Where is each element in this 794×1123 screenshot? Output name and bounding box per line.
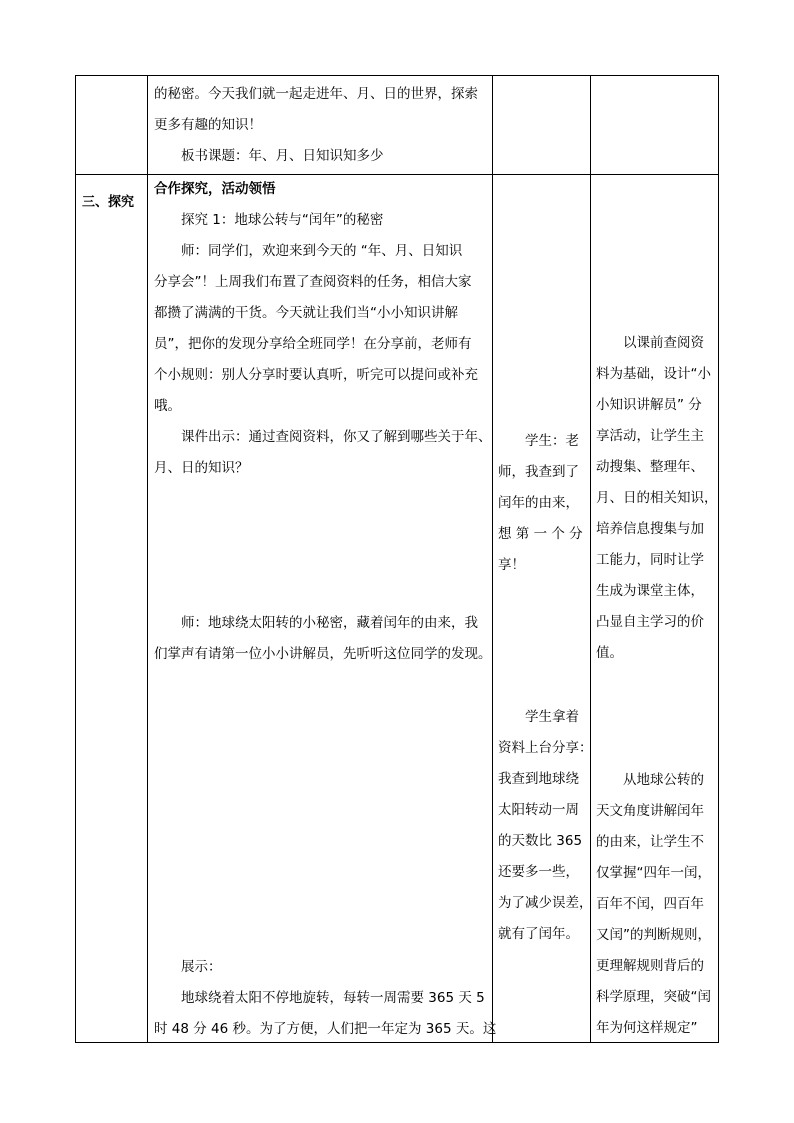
sub-heading: 探究 1：地球公转与“闰年”的秘密 [181,212,384,228]
column-divider-1 [147,76,148,1042]
text-line: 天文角度讲解闰年 [596,803,704,819]
lesson-plan-table [75,75,719,1043]
text-line: 的秘密。今天我们就一起走进年、月、日的世界，探索 [154,86,478,102]
text-line: 师：地球绕太阳转的小秘密，藏着闰年的由来，我 [181,615,478,631]
explore-content [154,174,492,484]
text-line: 分享会”！上周我们布置了查阅资料的任务，相信大家 [154,274,472,290]
display-label: 展示： [181,959,222,975]
text-line: 闰年的由来， [498,495,579,511]
student-activity-1 [498,426,583,581]
text-line: 工能力，同时让学 [596,552,704,568]
text-line: 培养信息搜集与加 [596,521,704,537]
text-line: 享活动，让学生主 [596,428,704,444]
text-line: 享！ [498,557,525,573]
text-line: 还要多一些， [498,864,579,880]
text-line: 们掌声有请第一位小小讲解员，先听听这位同学的发现。 [154,646,492,662]
text-line: 更多有趣的知识！ [154,117,262,133]
text-line: 都攒了满满的干货。今天就让我们当“小小知识讲解 [154,305,458,321]
text-line: 生成为课堂主体， [596,583,704,599]
text-line: 资料上台分享： [498,740,593,756]
text-line: 为了减少误差， [498,895,593,911]
design-intent-1 [596,328,718,669]
board-title: 板书课题：年、月、日知识知多少 [181,148,384,164]
text-line: 百年不闰，四百年 [596,896,704,912]
text-line: 的天数比 365 [498,833,583,849]
text-line: 仅掌握“四年一闰， [596,865,711,881]
text-line: 科学原理，突破“闰 [596,989,711,1005]
text-line: 值。 [596,645,623,661]
design-intent-2 [596,765,711,1044]
text-line: 年为何这样规定” [596,1020,698,1036]
text-line: 月、日的知识？ [154,460,249,476]
text-line: 月、日的相关知识， [596,490,718,506]
text-line: 员”，把你的发现分享给全班同学！在分享前，老师有 [154,336,472,352]
display-section [154,952,496,1045]
text-line: 学生拿着 [525,709,579,725]
text-line: 课件出示：通过查阅资料，你又了解到哪些关于年、 [181,429,492,445]
text-line: 小知识讲解员” 分 [596,397,702,413]
text-line: 太阳转动一周 [498,802,579,818]
section-heading: 合作探究，活动领悟 [154,181,276,197]
text-line: 凸显自主学习的价 [596,614,704,630]
column-divider-2 [492,76,493,1042]
text-line: 地球绕着太阳不停地旋转，每转一周需要 365 天 5 [181,990,485,1006]
text-line: 又闰”的判断规则， [596,927,711,943]
text-line: 就有了闰年。 [498,926,579,942]
text-line: 我查到地球绕 [498,771,579,787]
text-line: 以课前查阅资 [623,335,704,351]
text-line: 的由来，让学生不 [596,834,704,850]
text-line: 更理解规则背后的 [596,958,704,974]
text-line: 料为基础，设计“小 [596,366,711,382]
section-label: 三、探究 [82,195,135,210]
section-label-cell [82,174,134,231]
top-row-content [154,79,478,172]
text-line: 时 48 分 46 秒。为了方便，人们把一年定为 365 天。这 [154,1021,497,1037]
text-line: 哦。 [154,398,181,414]
text-line: 想 第 一 个 分 [498,526,583,542]
text-line: 个小规则：别人分享时要认真听，听完可以提问或补充 [154,367,478,383]
text-line: 师，我查到了 [498,464,579,480]
text-line: 从地球公转的 [623,772,704,788]
teacher-remark [154,608,492,670]
text-line: 学生：老 [525,433,579,449]
text-line: 师：同学们，欢迎来到今天的 “年、月、日知识 [181,243,463,259]
text-line: 动搜集、整理年、 [596,459,704,475]
student-activity-2 [498,702,593,950]
